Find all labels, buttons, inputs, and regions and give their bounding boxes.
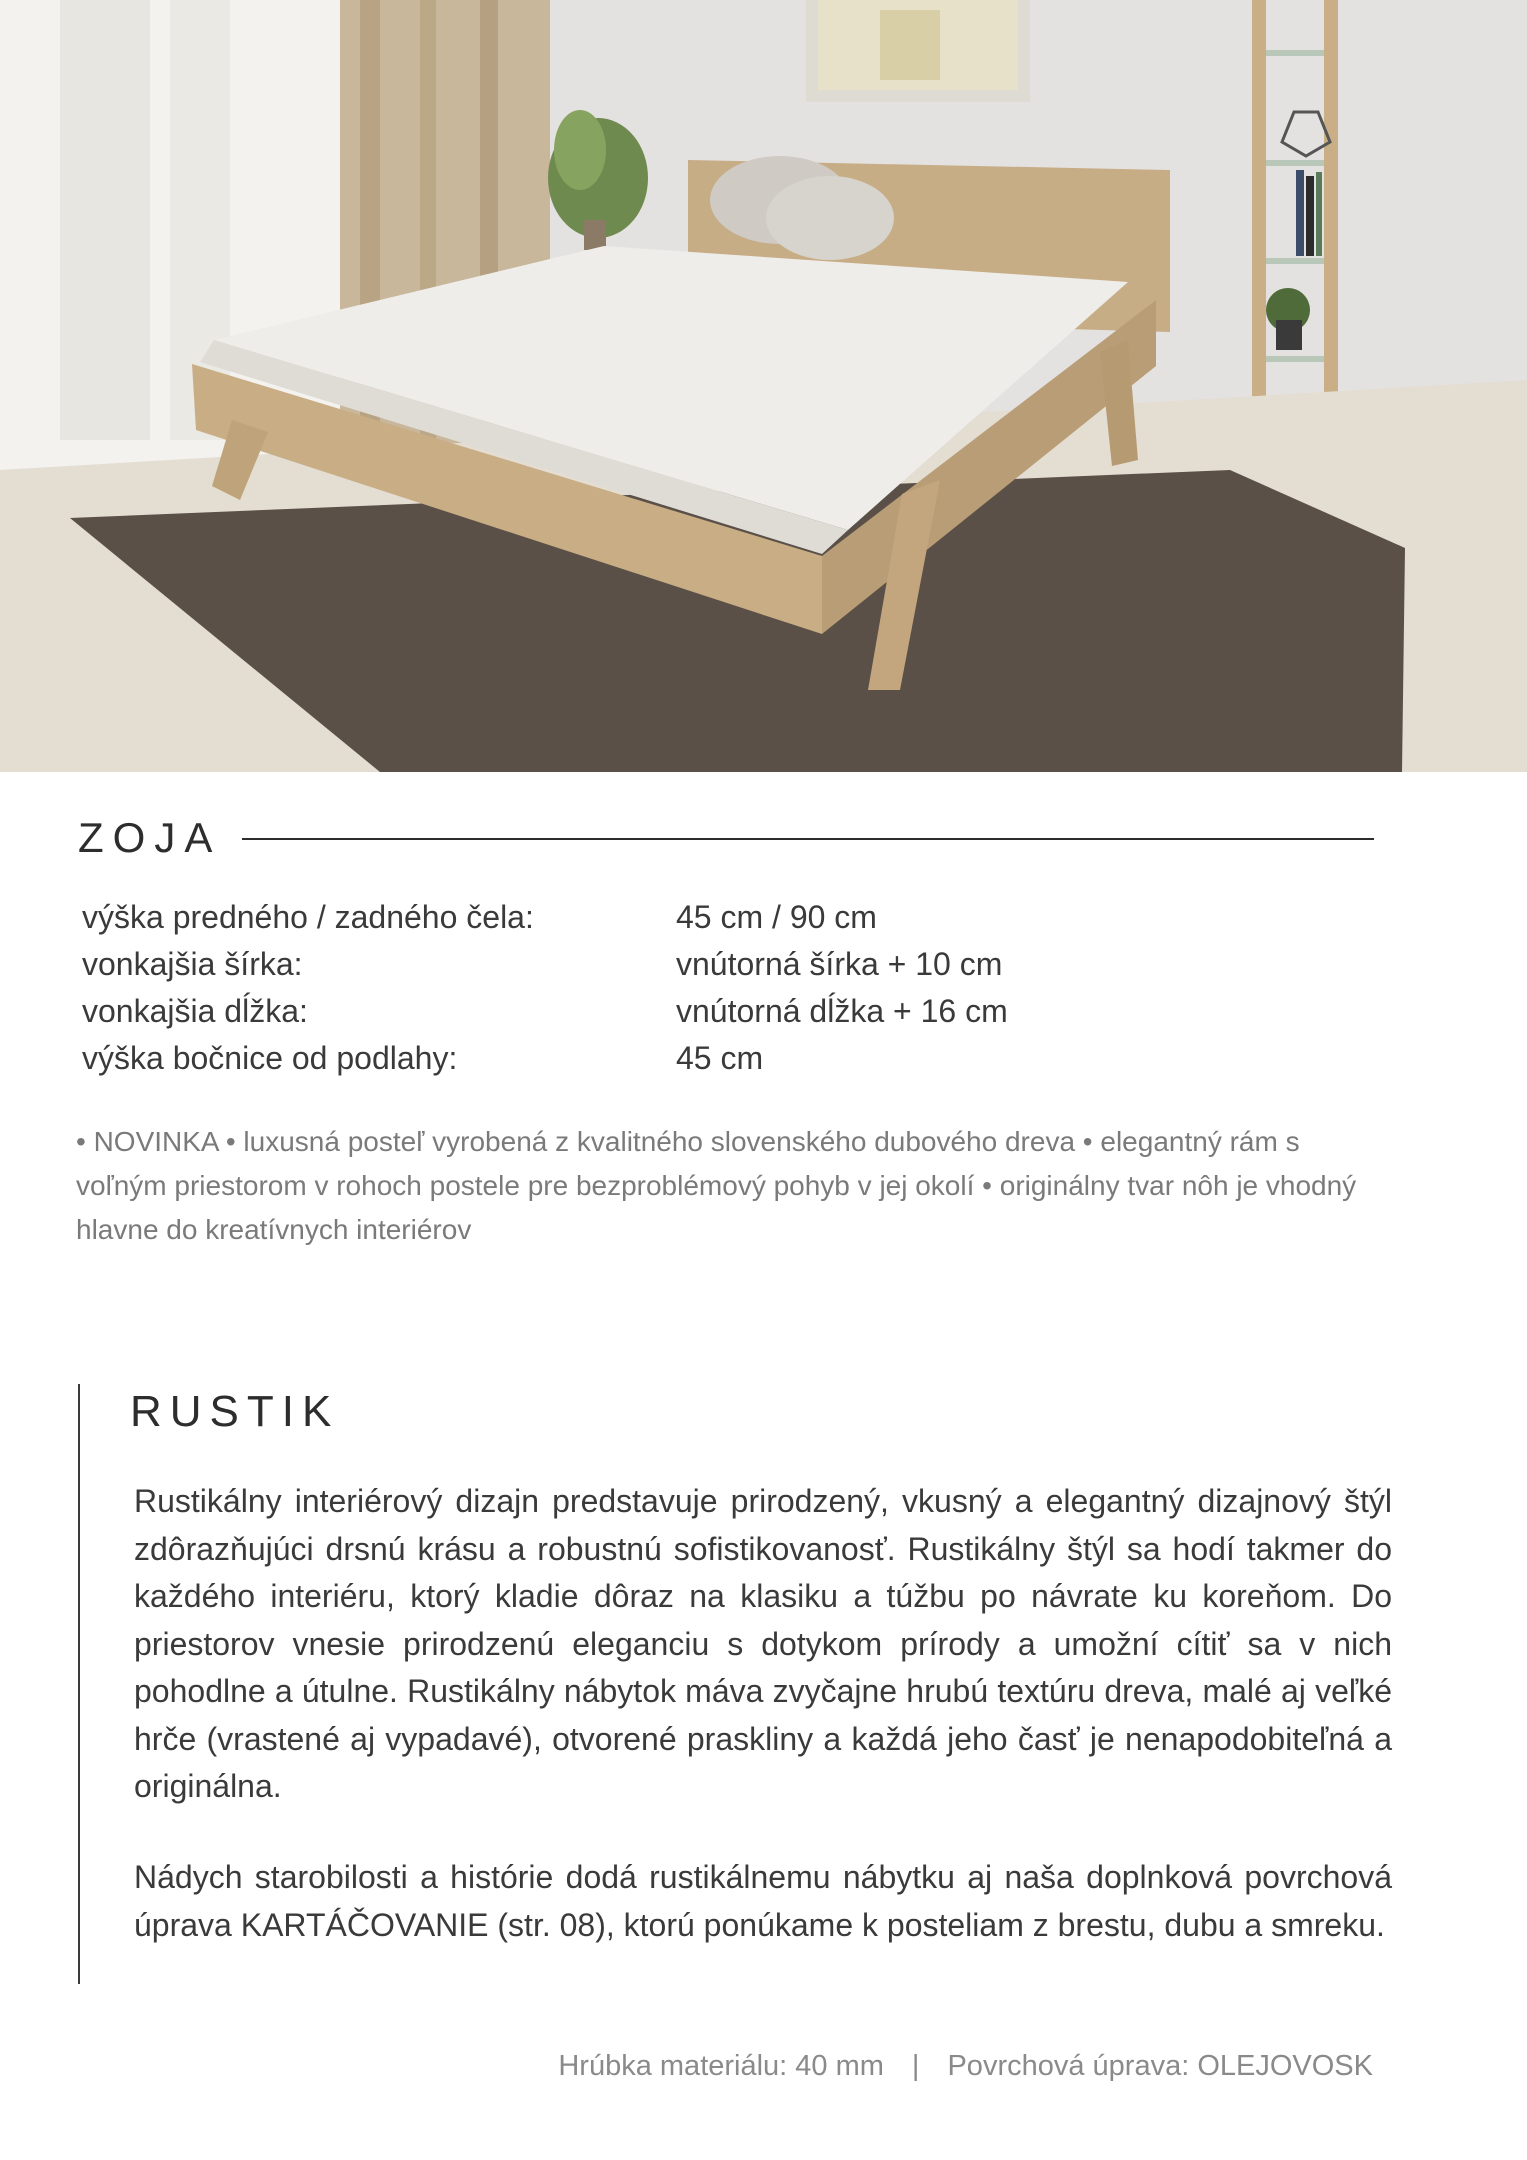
spec-label: vonkajšia šírka: (82, 946, 303, 982)
section-title: RUSTIK (130, 1387, 340, 1436)
surface-finish: Povrchová úprava: OLEJOVOSK (947, 2050, 1373, 2082)
section-paragraph: Nádych starobilosti a histórie dodá rustikálnemu nábytku aj naša doplnková povrchová úprava KARTÁČOVANIE (str. 08), ktorú ponúkame k posteliam z brestu, dubu a smreku. (134, 1859, 1392, 1943)
spec-row (82, 941, 1282, 988)
product-title-row (78, 808, 1374, 868)
spec-label: výška bočnice od podlahy: (82, 1040, 458, 1076)
section-accent-bar (78, 1384, 80, 1984)
rustik-section (78, 1384, 1398, 1984)
spec-row (82, 988, 1282, 1035)
spec-value: vnútorná dĺžka + 16 cm (676, 993, 1008, 1029)
material-thickness: Hrúbka materiálu: 40 mm (558, 2050, 884, 2082)
footer-info (558, 2046, 1373, 2086)
spec-label: výška predného / zadného čela: (82, 899, 534, 935)
spec-label: vonkajšia dĺžka: (82, 993, 308, 1029)
product-description: • NOVINKA • luxusná posteľ vyrobená z kvalitného slovenského dubového dreva • elegantný rám s voľným priestorom v rohoch postele pre bezproblémový pohyb v jej okolí • originálny tvar nôh je vhodný hlavne do kreatívnych interiérov (76, 1126, 1357, 1245)
spec-row (82, 1035, 1282, 1082)
product-photo-bed (0, 0, 1527, 772)
title-divider (242, 838, 1374, 840)
bed-illustration (0, 0, 1527, 772)
spec-row (82, 894, 1282, 941)
spec-list (82, 894, 1282, 1082)
footer-separator: | (911, 2050, 920, 2082)
spec-value: 45 cm / 90 cm (676, 899, 877, 935)
spec-value: vnútorná šírka + 10 cm (676, 946, 1003, 982)
product-title: ZOJA (78, 814, 222, 861)
spec-value: 45 cm (676, 1040, 764, 1076)
section-paragraph: Rustikálny interiérový dizajn predstavuje prirodzený, vkusný a elegantný dizajnový štýl zdôrazňujúci drsnú krásu a robustnú sofistikovanosť. Rustikálny štýl sa hodí takmer do každého interiéru, ktorý kladie dôraz na klasiku a túžbu po návrate ku koreňom. Do priestorov vnesie prirodzenú eleganciu s dotykom prírody a umožní cítiť sa v nich pohodlne a útulne. Rustikálny nábytok máva zvyčajne hrubú textúru dreva, malé aj veľké hrče (vrastené aj vypadavé), otvorené praskliny a každá jeho časť je nenapodobiteľná a originálna. (134, 1483, 1392, 1804)
